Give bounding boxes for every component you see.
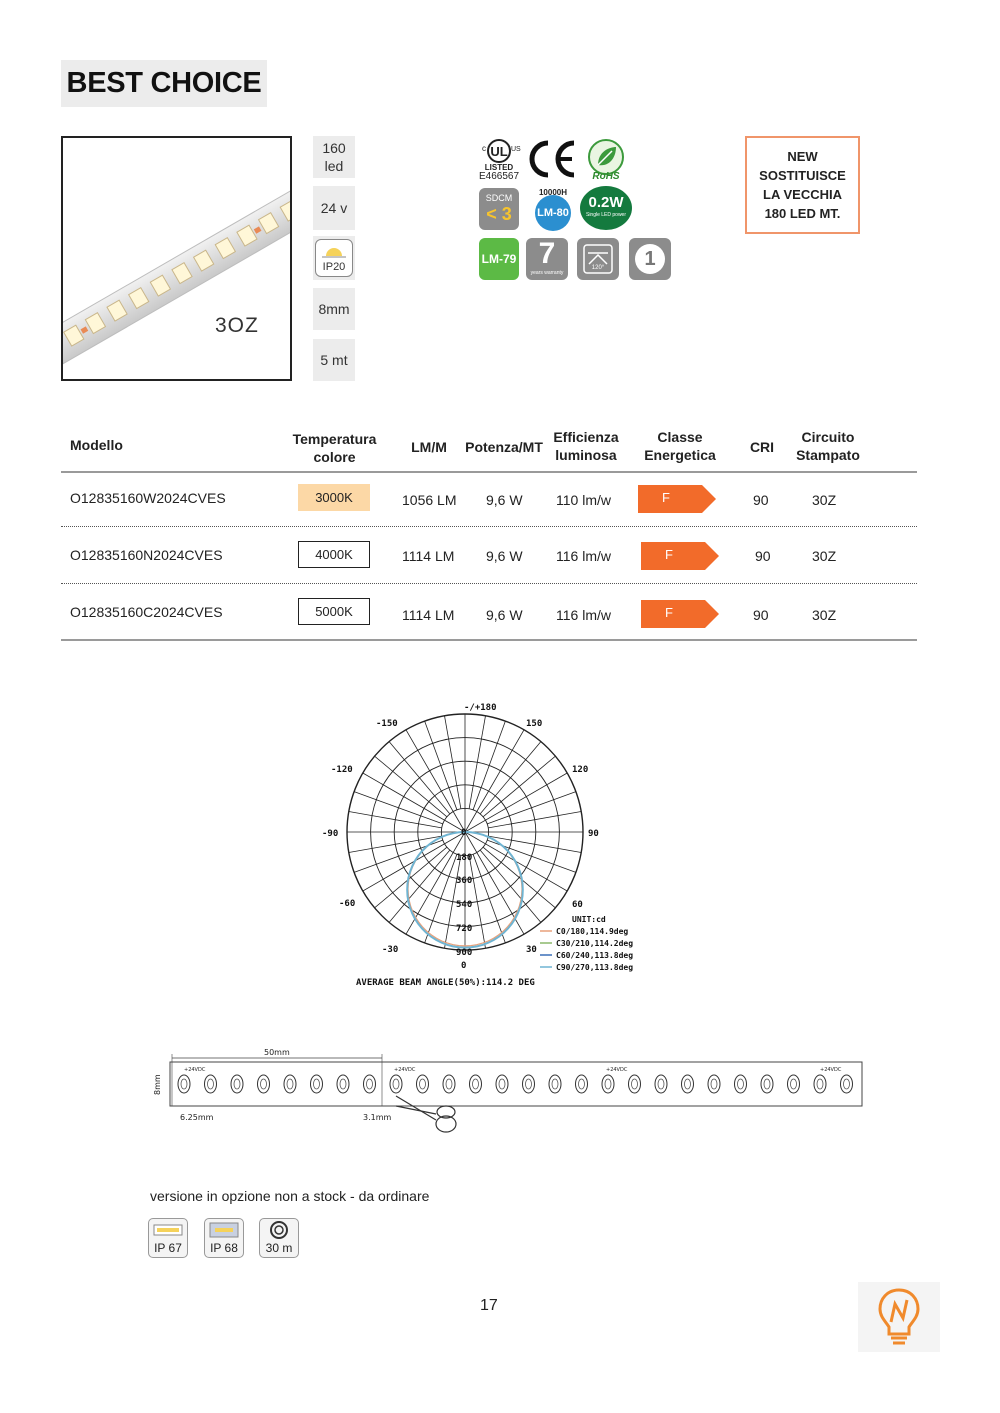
strip-led — [364, 1075, 376, 1093]
cell-modello: O12835160N2024CVES — [70, 547, 223, 563]
energy-class-badge: F — [641, 600, 719, 628]
strip-led — [258, 1075, 270, 1093]
col-header-classe: Classe Energetica — [644, 429, 716, 463]
strip-led — [655, 1075, 667, 1093]
spec-voltage: 24 v — [313, 186, 355, 230]
power-0-2w-icon: 0.2W Single LED power — [580, 186, 632, 230]
col-header-cri: CRI — [749, 439, 775, 455]
strip-led — [284, 1075, 296, 1093]
angle-label: -90 — [322, 829, 339, 839]
cell-circuito: 30Z — [812, 492, 837, 508]
angle-label: 60 — [572, 900, 583, 910]
voltage-mark: +24VDC — [606, 1067, 628, 1073]
radial-label: 360 — [456, 876, 473, 886]
angle-label: -30 — [382, 945, 399, 955]
table-bottom-divider — [61, 639, 917, 641]
strip-led — [178, 1075, 190, 1093]
strip-led — [311, 1075, 323, 1093]
svg-text:RoHS: RoHS — [592, 171, 620, 181]
lm79-icon: LM-79 — [479, 238, 519, 280]
angle-label: 90 — [588, 829, 599, 839]
polar-spoke — [349, 812, 442, 828]
table-header-divider — [61, 471, 917, 473]
strip-dimension-drawing — [148, 1040, 864, 1150]
svg-text:US: US — [511, 146, 521, 153]
polar-light-distribution-diagram — [320, 695, 660, 995]
strip-led — [523, 1075, 535, 1093]
cell-efficienza: 116 lm/w — [556, 548, 611, 564]
strip-led — [708, 1075, 720, 1093]
cell-lumen: 1114 LM — [402, 548, 455, 564]
radial-label: 540 — [456, 900, 473, 910]
spec-ip-rating — [313, 236, 355, 280]
rohs-icon — [584, 137, 628, 181]
col-header-circuito: Circuito Stampato — [796, 429, 860, 463]
cell-lumen: 1114 LM — [402, 607, 455, 623]
legend-entry: C30/210,114.2deg — [556, 939, 634, 948]
radial-label: 0 — [461, 828, 467, 838]
new-replacement-badge: NEW SOSTITUISCE LA VECCHIA 180 LED MT. — [745, 136, 860, 234]
angle-label: -120 — [331, 765, 353, 775]
beam-angle-caption: AVERAGE BEAM ANGLE(50%):114.2 DEG — [356, 978, 535, 988]
voltage-mark: +24VDC — [394, 1067, 416, 1073]
polar-spoke — [445, 716, 461, 809]
strip-led — [841, 1075, 853, 1093]
col-header-lmm: LM/M — [411, 439, 447, 455]
lightbulb-logo-icon — [858, 1282, 940, 1352]
cell-temperatura: 3000K — [298, 484, 370, 511]
warranty-7-years-icon: 7 years warranty — [526, 238, 568, 280]
col-header-efficienza: Efficienza luminosa — [553, 429, 619, 463]
col-header-modello: Modello — [70, 437, 123, 453]
legend-unit: UNIT:cd — [572, 915, 606, 924]
polar-spoke — [349, 836, 442, 852]
cell-cri: 90 — [753, 607, 769, 623]
cell-circuito: 30Z — [812, 548, 837, 564]
polar-spoke — [488, 836, 581, 852]
radial-label: 720 — [456, 924, 473, 934]
strip-led — [496, 1075, 508, 1093]
polar-spoke — [425, 721, 457, 810]
polar-spoke — [425, 854, 457, 943]
strip-led — [231, 1075, 243, 1093]
legend-entry: C60/240,113.8deg — [556, 951, 634, 960]
angle-label: -60 — [339, 899, 356, 909]
spec-length: 5 mt — [313, 339, 355, 381]
brand-logo — [858, 1282, 940, 1352]
radial-label: 900 — [456, 948, 473, 958]
strip-led — [814, 1075, 826, 1093]
option-ip67: IP 67 — [148, 1218, 188, 1258]
polar-spoke — [487, 792, 576, 824]
angle-label: -150 — [376, 719, 398, 729]
polar-spoke — [469, 716, 485, 809]
energy-class-badge: F — [638, 485, 716, 513]
option-30m-reel: 30 m — [259, 1218, 299, 1258]
strip-led — [205, 1075, 217, 1093]
strip-led — [629, 1075, 641, 1093]
strip-led — [682, 1075, 694, 1093]
cell-potenza: 9,6 W — [486, 548, 523, 564]
col-header-temperatura: Temperatura colore — [292, 431, 377, 465]
product-photo — [61, 136, 292, 381]
strip-led — [735, 1075, 747, 1093]
polar-spoke — [488, 812, 581, 828]
cell-efficienza: 110 lm/w — [556, 492, 611, 508]
energy-class-badge: F — [641, 542, 719, 570]
legend-entry: C0/180,114.9deg — [556, 927, 629, 936]
strip-led — [602, 1075, 614, 1093]
strip-led — [417, 1075, 429, 1093]
option-ip68: IP 68 — [204, 1218, 244, 1258]
ce-mark-icon — [526, 137, 578, 181]
svg-text:UL: UL — [490, 144, 508, 159]
strip-led — [470, 1075, 482, 1093]
cell-lumen: 1056 LM — [402, 492, 457, 508]
strip-led — [337, 1075, 349, 1093]
strip-led — [761, 1075, 773, 1093]
cell-temperatura: 5000K — [298, 598, 370, 625]
polar-spoke — [473, 721, 505, 810]
radial-label: 180 — [456, 853, 473, 863]
angle-label: 120 — [572, 765, 589, 775]
scissors-icon — [396, 1096, 456, 1132]
angle-label: 0 — [461, 961, 467, 971]
cell-circuito: 30Z — [812, 607, 837, 623]
strip-led — [443, 1075, 455, 1093]
cell-cri: 90 — [755, 548, 771, 564]
options-note: versione in opzione non a stock - da ordinare — [150, 1188, 430, 1204]
cell-potenza: 9,6 W — [486, 607, 523, 623]
legend-entry: C90/270,113.8deg — [556, 963, 634, 972]
row-divider — [61, 583, 917, 584]
led-strip-illustration — [63, 138, 292, 381]
strip-led — [576, 1075, 588, 1093]
width-dimension: 8mm — [153, 1074, 162, 1095]
svg-text:c: c — [482, 144, 486, 153]
cell-efficienza: 116 lm/w — [556, 607, 611, 623]
angle-label: -/+180 — [464, 703, 497, 713]
row-divider — [61, 526, 917, 527]
pitch-dimension: 50mm — [264, 1048, 290, 1057]
page-number: 17 — [480, 1297, 498, 1314]
angle-label: 30 — [526, 945, 537, 955]
polar-spoke — [473, 854, 505, 943]
col-header-potenza: Potenza/MT — [465, 439, 543, 455]
ip20-icon: IP20 — [315, 239, 353, 277]
strip-led — [788, 1075, 800, 1093]
beam-angle-icon: 120° — [577, 238, 619, 280]
polar-spoke — [354, 792, 443, 824]
strip-leds — [178, 1075, 853, 1093]
cell-cri: 90 — [753, 492, 769, 508]
cell-potenza: 9,6 W — [486, 492, 523, 508]
cell-temperatura: 4000K — [298, 541, 370, 568]
page-title: BEST CHOICE — [61, 60, 267, 107]
voltage-mark: +24VDC — [820, 1067, 842, 1073]
lm80-icon: 10000H LM-80 — [533, 188, 573, 230]
product-code-label: 3OZ — [215, 314, 259, 337]
one-cut-icon: 1 — [629, 238, 671, 280]
cell-modello: O12835160W2024CVES — [70, 490, 226, 506]
cut-dimension: 3.1mm — [363, 1113, 392, 1122]
led-spacing-dimension: 6.25mm — [180, 1113, 214, 1122]
sdcm-icon: SDCM < 3 — [479, 188, 519, 230]
angle-label: 150 — [526, 719, 543, 729]
spec-width: 8mm — [313, 288, 355, 330]
spec-led-count: 160 led — [313, 136, 355, 178]
voltage-mark: +24VDC — [184, 1067, 206, 1073]
cell-modello: O12835160C2024CVES — [70, 604, 223, 620]
strip-led — [390, 1075, 402, 1093]
ul-listed-icon: UL c US LISTED E466567 — [476, 137, 522, 183]
strip-led — [549, 1075, 561, 1093]
